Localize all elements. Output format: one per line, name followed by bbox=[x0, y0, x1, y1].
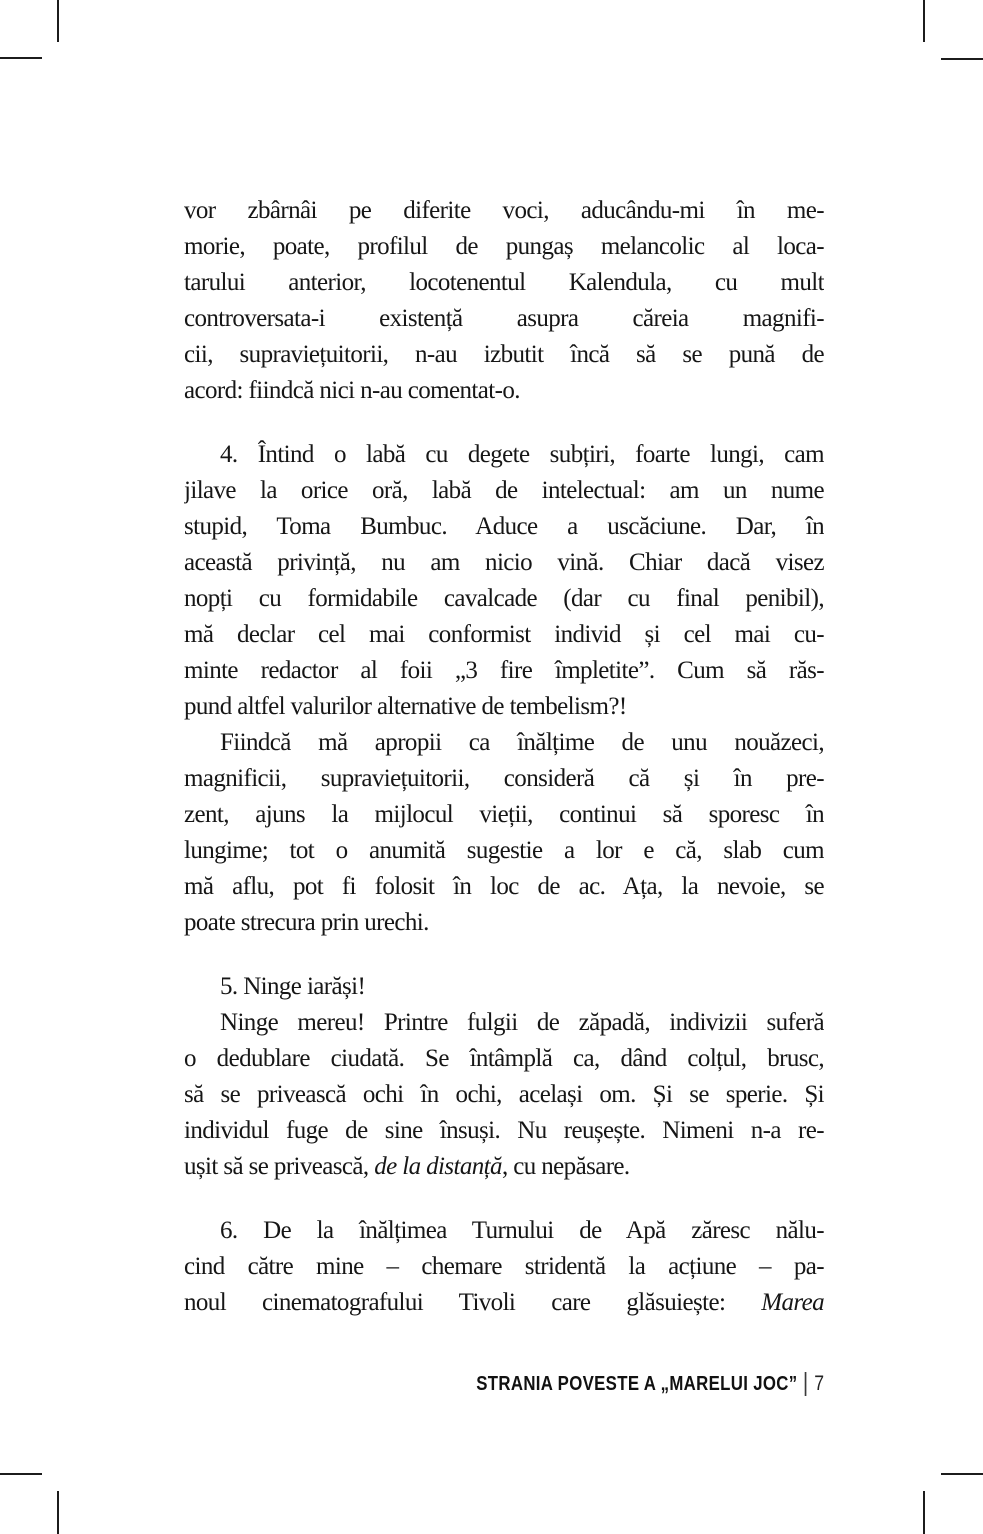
text-line: controversata-i existență asupra căreia magnifi- bbox=[184, 305, 824, 332]
text-line: această privință, nu am nicio vină. Chiar dacă visez bbox=[184, 549, 824, 576]
text-line: noul cinematografului Tivoli care glăsuiește: Marea bbox=[184, 1289, 824, 1316]
text-line: 4. Întind o labă cu degete subțiri, foarte lungi, cam bbox=[220, 441, 824, 468]
text-line: lungime; tot o anumită sugestie a lor e că, slab cum bbox=[184, 837, 824, 864]
italic-text: de la distanță bbox=[374, 1153, 502, 1180]
page-footer bbox=[476, 1371, 824, 1397]
italic-text: Marea bbox=[761, 1289, 824, 1316]
text-line: vor zbârnâi pe diferite voci, aducându-mi în me- bbox=[184, 197, 824, 224]
text-line: o dedublare ciudată. Se întâmplă ca, dând colțul, brusc, bbox=[184, 1045, 824, 1072]
text-line: nopți cu formidabile cavalcade (dar cu final penibil), bbox=[184, 585, 824, 612]
text-line: stupid, Toma Bumbuc. Aduce a uscăciune. Dar, în bbox=[184, 513, 824, 540]
text-line: individul fuge de sine însuși. Nu reușește. Nimeni n-a re- bbox=[184, 1117, 824, 1144]
text-line: morie, poate, profilul de pungaș melancolic al loca- bbox=[184, 233, 824, 260]
text-line: mă declar cel mai conformist individ și cel mai cu- bbox=[184, 621, 824, 648]
crop-mark-top-left-horizontal bbox=[0, 57, 42, 59]
text-line: 6. De la înălțimea Turnului de Apă zăresc nălu- bbox=[220, 1217, 824, 1244]
text-line: ușit să se privească, de la distanță, cu nepăsare. bbox=[184, 1153, 630, 1180]
paragraph bbox=[184, 437, 824, 725]
text-line: minte redactor al foii „3 fire împletite”. Cum să răs- bbox=[184, 657, 824, 684]
text-line: mă aflu, pot fi folosit în loc de ac. Ața, la nevoie, se bbox=[184, 873, 824, 900]
crop-mark-bottom-left-vertical bbox=[57, 1491, 59, 1534]
crop-mark-bottom-right-horizontal bbox=[941, 1473, 983, 1475]
crop-mark-bottom-right-vertical bbox=[923, 1491, 925, 1534]
text-line: Ninge mereu! Printre fulgii de zăpadă, indivizii suferă bbox=[220, 1009, 824, 1036]
paragraph bbox=[184, 969, 824, 1005]
text-line: tarului anterior, locotenentul Kalendula, cu mult bbox=[184, 269, 824, 296]
crop-mark-top-left-vertical bbox=[57, 0, 59, 42]
paragraph bbox=[184, 193, 824, 409]
text-line: jilave la orice oră, labă de intelectual: am un nume bbox=[184, 477, 824, 504]
crop-mark-top-right-vertical bbox=[923, 0, 925, 42]
text-line: 5. Ninge iarăși! bbox=[220, 973, 366, 1000]
crop-mark-bottom-left-horizontal bbox=[0, 1473, 42, 1475]
text-line: Fiindcă mă apropii ca înălțime de unu nouăzeci, bbox=[220, 729, 824, 756]
text-line: să se privească ochi în ochi, același om. Și se sperie. Și bbox=[184, 1081, 824, 1108]
crop-mark-top-right-horizontal bbox=[941, 58, 983, 60]
page-number: 7 bbox=[814, 1372, 824, 1395]
text-line: magnificii, supraviețuitorii, consideră că și în pre- bbox=[184, 765, 824, 792]
text-line: cind către mine – chemare stridentă la acțiune – pa- bbox=[184, 1253, 824, 1280]
text-line: poate strecura prin urechi. bbox=[184, 909, 429, 936]
text-line: zent, ajuns la mijlocul vieții, continui să sporesc în bbox=[184, 801, 824, 828]
paragraph bbox=[184, 725, 824, 941]
text-line: pund altfel valurilor alternative de tembelism?! bbox=[184, 693, 627, 720]
page-text bbox=[184, 193, 824, 1321]
text-line: acord: fiindcă nici n-au comentat-o. bbox=[184, 377, 520, 404]
paragraph bbox=[184, 1213, 824, 1321]
text-line: cii, supraviețuitorii, n-au izbutit încă să se pună de bbox=[184, 341, 824, 368]
running-title: STRANIA POVESTE A „MARELUI JOC” bbox=[476, 1372, 798, 1395]
paragraph bbox=[184, 1005, 824, 1185]
footer-divider bbox=[805, 1372, 807, 1396]
